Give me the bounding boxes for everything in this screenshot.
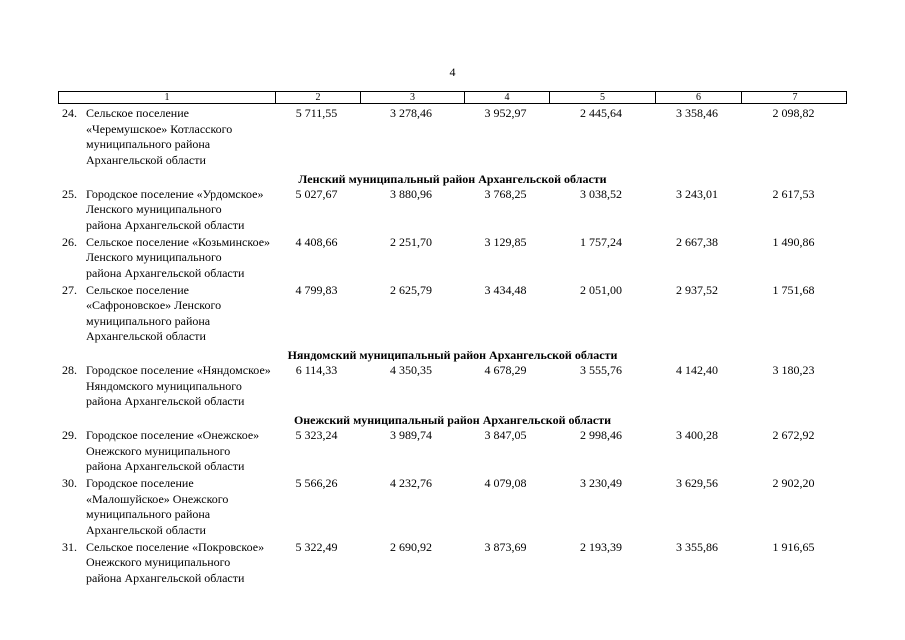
row-number: 31. (62, 539, 77, 554)
value-cell-col-6: 3 629,56 (676, 476, 718, 490)
settlement-name-line: Онежского муниципального (86, 443, 231, 458)
value-cell-col-6: 2 667,38 (676, 234, 718, 249)
settlement-name-line: Няндомского муниципального (86, 378, 242, 393)
value-cell-col-5: 3 230,49 (580, 476, 622, 490)
section-heading: Онежский муниципальный район Архангельской области (293, 413, 612, 428)
value-cell-col-7: 2 617,53 (772, 186, 815, 201)
row-number: 26. (62, 234, 77, 249)
value-cell-col-7: 3 180,23 (772, 363, 815, 378)
settlement-name-line: района Архангельской области (86, 570, 245, 585)
value-cell-col-7: 1 751,68 (772, 282, 815, 297)
settlement-cell (58, 187, 274, 234)
settlement-name-line: Сельское поселение «Козьминское» (86, 234, 271, 249)
page-number: 4 (449, 65, 456, 79)
value-cell-col-4: 3 847,05 (484, 428, 527, 443)
row-number: 27. (62, 282, 77, 297)
section-heading: Ленский муниципальный район Архангельской области (298, 171, 607, 186)
value-cell-col-4: 4 079,08 (484, 476, 527, 490)
value-cell-col-2: 5 711,55 (295, 106, 338, 120)
settlement-name-line: района Архангельской области (86, 459, 245, 474)
settlement-cell (58, 428, 274, 475)
value-cell-col-5: 2 445,64 (580, 106, 622, 120)
value-cell-col-2: 4 408,66 (295, 234, 338, 249)
value-cell-col-7: 2 902,20 (772, 476, 815, 490)
value-cell-col-4: 3 129,85 (484, 234, 527, 249)
settlement-name-line: Городское поселение «Онежское» (86, 428, 260, 443)
value-cell-col-3: 3 880,96 (390, 186, 432, 201)
settlement-name-line: муниципального района (86, 137, 211, 152)
settlement-name-line: Онежского муниципального (86, 555, 231, 570)
table-header-row (58, 91, 847, 104)
settlement-name-line: района Архангельской области (86, 394, 245, 409)
settlement-name-line: Архангельской области (86, 522, 206, 537)
value-cell-col-4: 4 678,29 (484, 363, 527, 378)
settlement-name-line: Сельское поселение «Покровское» (86, 539, 265, 554)
value-cell-col-3: 3 989,74 (390, 428, 432, 443)
value-cell-col-3: 2 251,70 (390, 234, 432, 249)
settlement-name (86, 540, 264, 587)
settlement-name (86, 235, 270, 282)
table-row (58, 235, 847, 283)
header-col-2: 2 (275, 92, 360, 103)
value-cell-col-3: 4 350,35 (390, 363, 432, 378)
settlement-name (86, 283, 221, 345)
header-col-4: 4 (464, 92, 549, 103)
settlement-name-line: «Малошуйское» Онежского (86, 491, 229, 506)
value-cell-col-2: 5 323,24 (295, 428, 338, 443)
row-number: 28. (62, 363, 77, 378)
table-row (58, 187, 847, 235)
header-col-7: 7 (741, 92, 848, 103)
value-cell-col-6: 4 142,40 (676, 363, 718, 378)
settlement-name-line: Сельское поселение (86, 106, 189, 120)
value-cell-col-7: 1 916,65 (772, 539, 815, 554)
settlement-cell (58, 540, 274, 587)
header-col-5: 5 (549, 92, 655, 103)
value-cell-col-2: 6 114,33 (295, 363, 338, 378)
settlement-cell (58, 106, 274, 168)
settlement-cell (58, 363, 274, 410)
settlement-name-line: Архангельской области (86, 329, 206, 344)
value-cell-col-6: 3 355,86 (676, 539, 718, 554)
value-cell-col-6: 3 400,28 (676, 428, 718, 443)
row-number: 24. (62, 106, 77, 120)
value-cell-col-5: 3 555,76 (580, 363, 622, 378)
value-cell-col-7: 1 490,86 (772, 234, 815, 249)
value-cell-col-2: 5 566,26 (295, 476, 338, 490)
header-col-3: 3 (360, 92, 464, 103)
row-number: 25. (62, 186, 77, 201)
settlement-name-line: Ленского муниципального (86, 202, 222, 217)
table-row (58, 540, 847, 588)
settlement-name-line: Городское поселение «Урдомское» (86, 186, 264, 201)
table-row (58, 283, 847, 347)
value-cell-col-7: 2 098,82 (772, 106, 815, 120)
table-row (58, 476, 847, 540)
row-number: 30. (62, 476, 77, 490)
settlement-name (86, 187, 263, 234)
value-cell-col-3: 4 232,76 (390, 476, 432, 490)
table-row (58, 106, 847, 170)
value-cell-col-4: 3 434,48 (484, 282, 527, 297)
settlement-name-line: «Черемушское» Котласского (86, 121, 233, 136)
header-col-1: 1 (164, 92, 170, 103)
value-cell-col-5: 1 757,24 (580, 234, 622, 249)
value-cell-col-5: 3 038,52 (580, 186, 622, 201)
value-cell-col-6: 3 358,46 (676, 106, 718, 120)
value-cell-col-3: 2 690,92 (390, 539, 432, 554)
settlement-name (86, 363, 271, 410)
settlement-name (86, 476, 228, 538)
value-cell-col-6: 2 937,52 (676, 282, 718, 297)
value-cell-col-5: 2 998,46 (580, 428, 622, 443)
value-cell-col-2: 4 799,83 (295, 282, 338, 297)
value-cell-col-3: 3 278,46 (390, 106, 432, 120)
settlement-name-line: «Сафроновское» Ленского (86, 298, 222, 313)
settlement-name-line: муниципального района (86, 313, 211, 328)
settlement-name-line: Городское поселение (86, 476, 194, 490)
value-cell-col-2: 5 027,67 (295, 186, 338, 201)
tariff-table (58, 91, 847, 588)
value-cell-col-4: 3 768,25 (484, 186, 527, 201)
table-row (58, 428, 847, 476)
value-cell-col-4: 3 952,97 (484, 106, 527, 120)
value-cell-col-5: 2 051,00 (580, 282, 622, 297)
value-cell-col-2: 5 322,49 (295, 539, 338, 554)
settlement-name (86, 106, 232, 168)
settlement-name-line: района Архангельской области (86, 217, 245, 232)
value-cell-col-6: 3 243,01 (676, 186, 718, 201)
table-row (58, 363, 847, 411)
settlement-cell (58, 235, 274, 282)
value-cell-col-7: 2 672,92 (772, 428, 815, 443)
value-cell-col-4: 3 873,69 (484, 539, 527, 554)
settlement-name-line: Городское поселение «Няндомское» (86, 363, 271, 378)
settlement-name-line: Сельское поселение (86, 282, 189, 297)
value-cell-col-3: 2 625,79 (390, 282, 432, 297)
settlement-name-line: Ленского муниципального (86, 250, 222, 265)
settlement-cell (58, 283, 274, 345)
table-body (58, 106, 847, 588)
settlement-name-line: муниципального района (86, 507, 211, 522)
section-heading: Няндомский муниципальный район Архангельской области (287, 348, 618, 363)
row-number: 29. (62, 428, 77, 443)
header-col-6: 6 (655, 92, 741, 103)
settlement-name-line: Архангельской области (86, 152, 206, 167)
settlement-cell (58, 476, 274, 538)
value-cell-col-5: 2 193,39 (580, 539, 622, 554)
settlement-name (86, 428, 259, 475)
settlement-name-line: района Архангельской области (86, 265, 245, 280)
